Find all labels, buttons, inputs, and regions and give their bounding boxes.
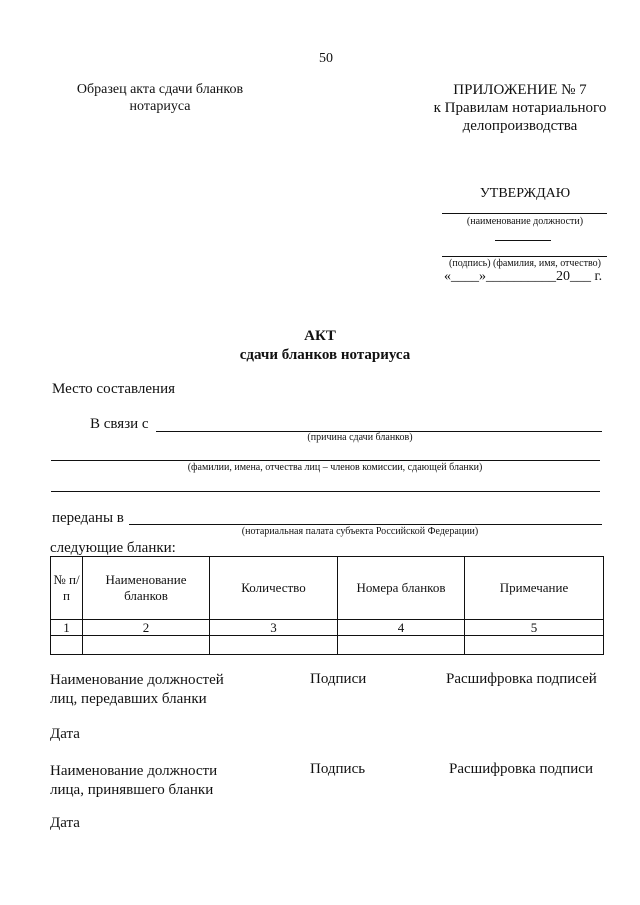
handed-position-line-2: лиц, передавших бланки bbox=[50, 691, 207, 707]
appendix-number: ПРИЛОЖЕНИЕ № 7 bbox=[453, 82, 587, 98]
received-date-label: Дата bbox=[50, 815, 80, 831]
position-line[interactable] bbox=[442, 213, 607, 214]
position-caption: (наименование должности) bbox=[466, 216, 584, 227]
sample-title-line-1: Образец акта сдачи бланков bbox=[76, 82, 244, 97]
column-number: 1 bbox=[51, 620, 83, 636]
received-signature-label: Подпись bbox=[310, 761, 366, 777]
act-title: АКТ bbox=[304, 328, 336, 344]
place-label: Место составления bbox=[52, 381, 176, 397]
handed-date-label: Дата bbox=[50, 726, 80, 742]
table-cell[interactable] bbox=[83, 636, 210, 655]
chamber-caption: (нотариальная палата субъекта Российской Федерации) bbox=[241, 526, 479, 537]
table-cell[interactable] bbox=[338, 636, 465, 655]
received-position-line-1: Наименование должности bbox=[50, 763, 218, 779]
table-cell[interactable] bbox=[210, 636, 338, 655]
act-subtitle: сдачи бланков нотариуса bbox=[239, 347, 411, 363]
appendix-rules: к Правилам нотариального bbox=[433, 100, 607, 116]
header-quantity: Количество bbox=[210, 557, 338, 620]
signature-caption: (подпись) (фамилия, имя, отчество) bbox=[449, 258, 601, 269]
table-header-row bbox=[51, 557, 604, 620]
commission-line-2[interactable] bbox=[51, 491, 600, 492]
sample-title-line-2: нотариуса bbox=[129, 99, 191, 114]
table-cell[interactable] bbox=[465, 636, 604, 655]
blanks-table bbox=[50, 556, 604, 655]
transferred-label: переданы в bbox=[52, 510, 124, 526]
sample-title bbox=[60, 81, 260, 115]
handed-decode-label: Расшифровка подписей bbox=[446, 671, 597, 687]
header-number: № п/п bbox=[51, 557, 83, 620]
approve-heading: УТВЕРЖДАЮ bbox=[479, 186, 571, 201]
handed-position-label bbox=[50, 671, 224, 709]
handed-signatures-label: Подписи bbox=[310, 671, 367, 687]
column-number: 3 bbox=[210, 620, 338, 636]
appendix-rules-2: делопроизводства bbox=[462, 118, 578, 134]
header-note: Примечание bbox=[465, 557, 604, 620]
column-number: 2 bbox=[83, 620, 210, 636]
approve-date-line[interactable]: «____»__________20___ г. bbox=[444, 269, 603, 284]
header-blank-numbers: Номера бланков bbox=[338, 557, 465, 620]
header-name: Наименование бланков bbox=[83, 557, 210, 620]
table-row[interactable] bbox=[51, 636, 604, 655]
chamber-line[interactable] bbox=[129, 524, 602, 525]
received-position-line-2: лица, принявшего бланки bbox=[50, 782, 214, 798]
commission-line[interactable] bbox=[51, 460, 600, 461]
received-position-label bbox=[50, 762, 217, 800]
position-line-2[interactable] bbox=[495, 240, 551, 241]
page-number: 50 bbox=[319, 51, 333, 66]
column-number: 5 bbox=[465, 620, 604, 636]
commission-caption: (фамилии, имена, отчества лиц – членов комиссии, сдающей бланки) bbox=[187, 462, 483, 473]
handed-position-line-1: Наименование должностей bbox=[50, 672, 224, 688]
reason-label: В связи с bbox=[90, 416, 149, 432]
following-label: следующие бланки: bbox=[50, 540, 176, 556]
table-cell[interactable] bbox=[51, 636, 83, 655]
column-number: 4 bbox=[338, 620, 465, 636]
appendix-block bbox=[420, 81, 620, 135]
received-decode-label: Расшифровка подписи bbox=[449, 761, 593, 777]
reason-caption: (причина сдачи бланков) bbox=[307, 432, 413, 443]
table-row bbox=[51, 620, 604, 636]
signature-line[interactable] bbox=[442, 256, 607, 257]
